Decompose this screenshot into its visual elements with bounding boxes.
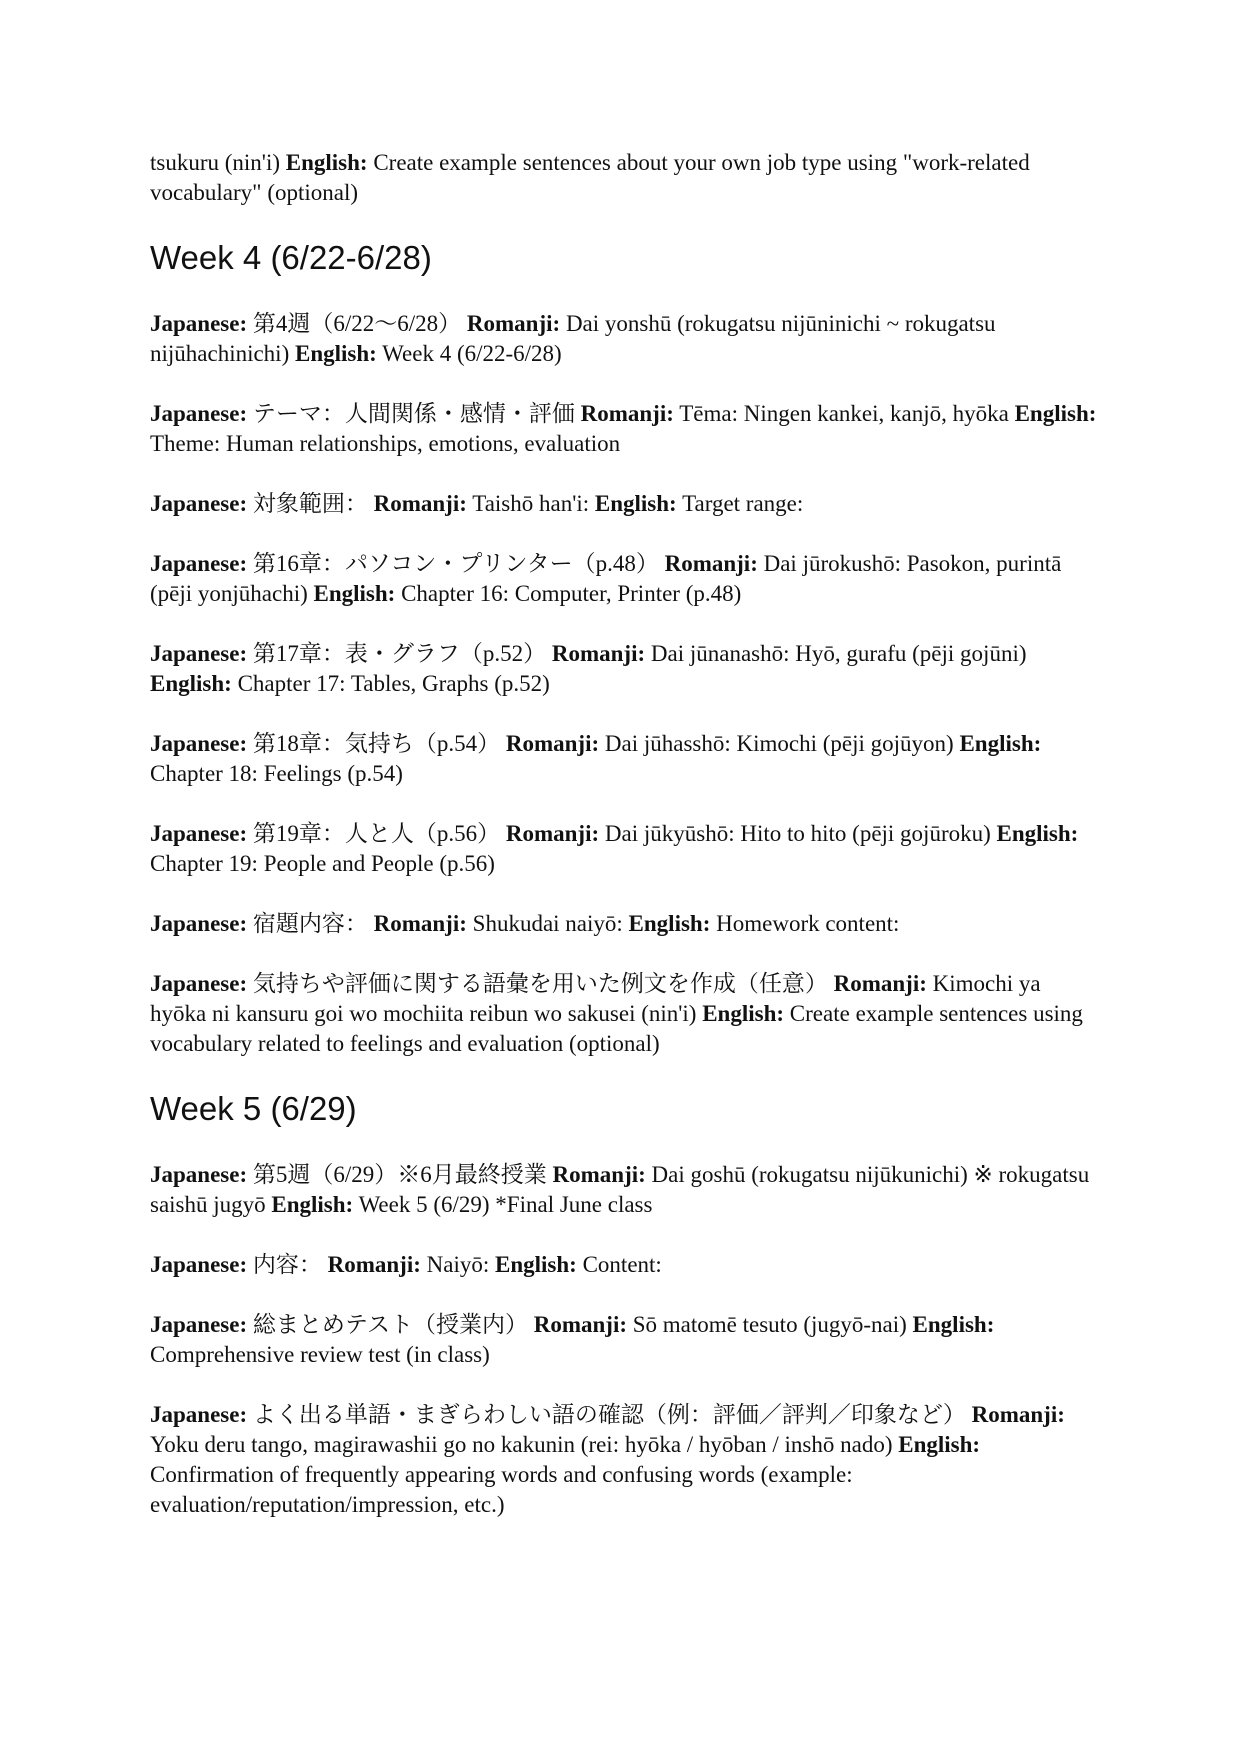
romanji-label: Romanji:: [466, 311, 561, 336]
japanese-text: 第4週（6/22〜6/28）: [252, 311, 462, 336]
japanese-label: Japanese:: [150, 1402, 248, 1427]
english-text: Target range:: [682, 491, 804, 516]
entry-paragraph: [150, 549, 1100, 609]
japanese-text: 内容：: [252, 1252, 322, 1277]
english-text: Chapter 16: Computer, Printer (p.48): [401, 581, 742, 606]
japanese-label: Japanese:: [150, 551, 248, 576]
japanese-text: 第17章：表・グラフ（p.52）: [252, 641, 547, 666]
english-label: English:: [150, 671, 232, 696]
english-label: English:: [898, 1432, 981, 1457]
english-label: English:: [594, 491, 677, 516]
romanji-label: Romanji:: [552, 1162, 646, 1187]
romanji-label: Romanji:: [664, 551, 758, 576]
romanji-label: Romanji:: [373, 491, 467, 516]
english-label: English:: [996, 821, 1079, 846]
english-label: English:: [628, 911, 711, 936]
romanji-label: Romanji:: [833, 971, 927, 996]
japanese-text: 対象範囲：: [252, 491, 368, 516]
intro-english-text: Create example sentences about your own job type using "work-related vocabulary" (optional): [150, 150, 1030, 205]
romanji-text: Dai jūrokushō: Pasokon, purintā (pēji yonjūhachi): [150, 551, 1062, 606]
english-text: Week 4 (6/22-6/28): [382, 341, 562, 366]
english-label: English:: [959, 731, 1042, 756]
japanese-text: よく出る単語・まぎらわしい語の確認（例：評価／評判／印象など）: [252, 1402, 966, 1427]
japanese-label: Japanese:: [150, 1312, 248, 1337]
entry-paragraph: [150, 819, 1100, 879]
entry-paragraph: [150, 1400, 1100, 1520]
japanese-label: Japanese:: [150, 401, 248, 426]
entry-paragraph: [150, 1160, 1100, 1220]
romanji-text: Dai jūnanashō: Hyō, gurafu (pēji gojūni): [650, 641, 1027, 666]
english-label: English:: [295, 341, 377, 366]
entry-paragraph: [150, 399, 1100, 459]
entry-paragraph: [150, 969, 1100, 1059]
english-text: Content:: [582, 1252, 662, 1277]
document-page: [150, 148, 1100, 1550]
english-label: English:: [271, 1192, 354, 1217]
romanji-text: Dai jūkyūshō: Hito to hito (pēji gojūroku): [604, 821, 991, 846]
japanese-text: 気持ちや評価に関する語彙を用いた例文を作成（任意）: [252, 971, 828, 996]
japanese-label: Japanese:: [150, 311, 248, 336]
intro-paragraph: [150, 148, 1100, 208]
japanese-label: Japanese:: [150, 911, 248, 936]
english-label: English:: [495, 1252, 577, 1277]
romanji-label: Romanji:: [373, 911, 467, 936]
japanese-text: 宿題内容：: [252, 911, 368, 936]
japanese-text: 第5週（6/29）※6月最終授業: [252, 1162, 547, 1187]
romanji-text: Shukudai naiyō:: [472, 911, 623, 936]
japanese-label: Japanese:: [150, 821, 248, 846]
entry-paragraph: [150, 309, 1100, 369]
english-text: Week 5 (6/29) *Final June class: [358, 1192, 653, 1217]
japanese-label: Japanese:: [150, 1162, 248, 1187]
japanese-text: 総まとめテスト（授業内）: [252, 1312, 528, 1337]
english-text: Chapter 19: People and People (p.56): [150, 851, 495, 876]
english-text: Chapter 17: Tables, Graphs (p.52): [237, 671, 550, 696]
japanese-label: Japanese:: [150, 731, 248, 756]
romanji-text: Taishō han'i:: [472, 491, 590, 516]
japanese-text: 第18章：気持ち（p.54）: [252, 731, 501, 756]
english-text: Theme: Human relationships, emotions, evaluation: [150, 431, 621, 456]
romanji-label: Romanji:: [551, 641, 646, 666]
japanese-text: テーマ：人間関係・感情・評価: [252, 401, 575, 426]
english-label: English:: [912, 1312, 995, 1337]
romanji-label: Romanji:: [533, 1312, 627, 1337]
english-text: Homework content:: [716, 911, 900, 936]
english-label: English:: [313, 581, 396, 606]
english-label: English:: [1014, 401, 1097, 426]
romanji-label: Romanji:: [505, 821, 600, 846]
japanese-text: 第16章：パソコン・プリンター（p.48）: [252, 551, 659, 576]
entry-paragraph: [150, 489, 1100, 519]
romanji-text: Yoku deru tango, magirawashii go no kakunin (rei: hyōka / hyōban / inshō nado): [150, 1432, 893, 1457]
romanji-text: Dai goshū (rokugatsu nijūkunichi) ※ rokugatsu saishū jugyō: [150, 1162, 1090, 1217]
entry-paragraph: [150, 729, 1100, 789]
entry-paragraph: [150, 1310, 1100, 1370]
week-heading: Week 4 (6/22-6/28): [150, 239, 432, 276]
japanese-label: Japanese:: [150, 641, 248, 666]
romanji-text: Naiyō:: [426, 1252, 490, 1277]
romanji-text: Kimochi ya hyōka ni kansuru goi wo mochiita reibun wo sakusei (nin'i): [150, 971, 1041, 1026]
romanji-label: Romanji:: [505, 731, 600, 756]
english-label: English:: [285, 150, 368, 175]
japanese-text: 第19章：人と人（p.56）: [252, 821, 501, 846]
japanese-label: Japanese:: [150, 971, 248, 996]
japanese-label: Japanese:: [150, 1252, 248, 1277]
entry-paragraph: [150, 639, 1100, 699]
romanji-label: Romanji:: [971, 1402, 1065, 1427]
entry-paragraph: [150, 909, 1100, 939]
english-text: Chapter 18: Feelings (p.54): [150, 761, 403, 786]
intro-romanji-tail: tsukuru (nin'i): [150, 150, 280, 175]
japanese-label: Japanese:: [150, 491, 248, 516]
romanji-label: Romanji:: [580, 401, 674, 426]
english-text: Create example sentences using vocabulary related to feelings and evaluation (optional): [150, 1001, 1083, 1056]
english-text: Confirmation of frequently appearing words and confusing words (example: evaluation/reputation/impression, etc.): [150, 1462, 853, 1517]
week-heading: Week 5 (6/29): [150, 1090, 357, 1127]
romanji-text: Tēma: Ningen kankei, kanjō, hyōka: [679, 401, 1009, 426]
entry-paragraph: [150, 1250, 1100, 1280]
romanji-label: Romanji:: [327, 1252, 421, 1277]
english-text: Comprehensive review test (in class): [150, 1342, 490, 1367]
romanji-text: Sō matomē tesuto (jugyō-nai): [632, 1312, 907, 1337]
romanji-text: Dai yonshū (rokugatsu nijūninichi ~ rokugatsu nijūhachinichi): [150, 311, 996, 366]
english-label: English:: [702, 1001, 785, 1026]
romanji-text: Dai jūhasshō: Kimochi (pēji gojūyon): [604, 731, 954, 756]
